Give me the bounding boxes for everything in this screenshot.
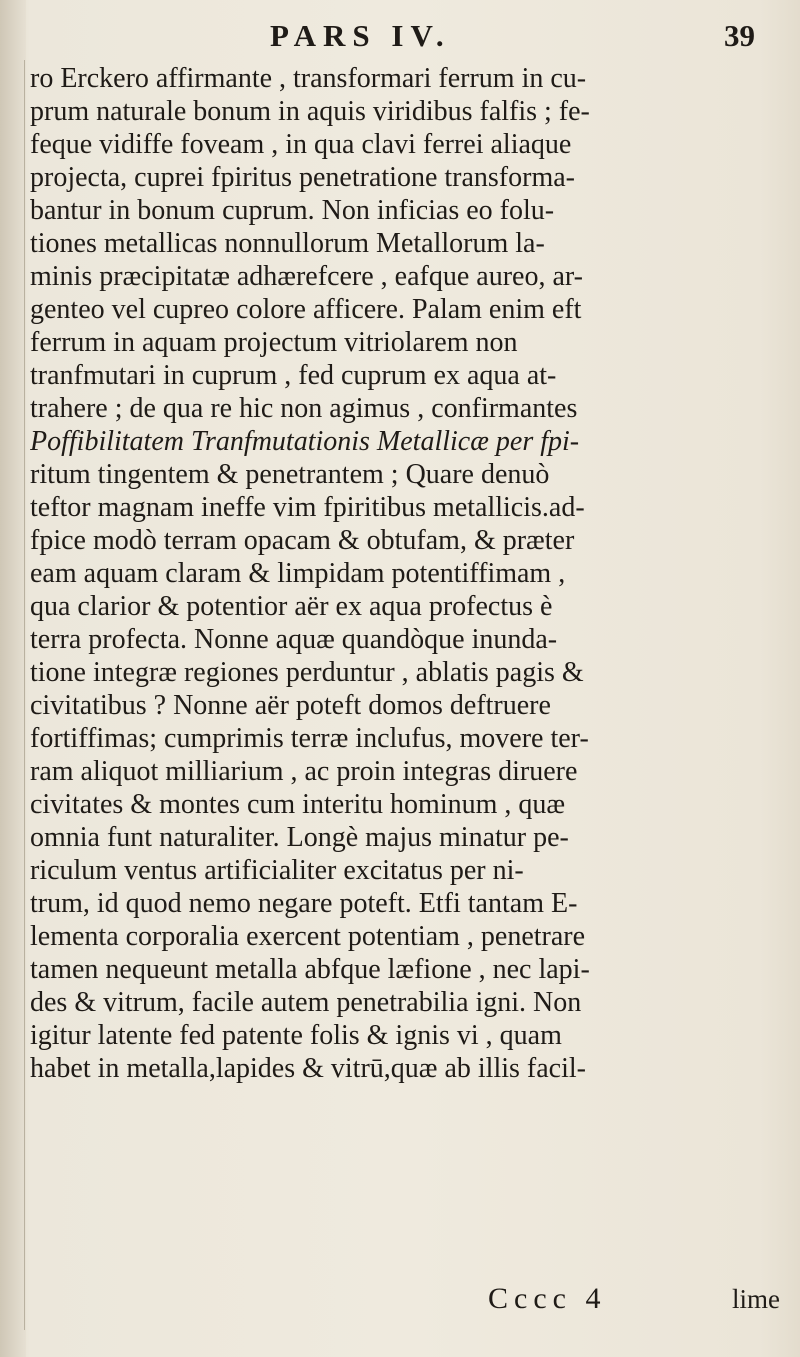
text-line: bantur in bonum cuprum. Non inficias eo folu-	[30, 195, 555, 226]
text-line: eam aquam claram & limpidam potentiffimam ,	[30, 558, 566, 589]
text-line: tranfmutari in cuprum , fed cuprum ex aqua at-	[30, 360, 557, 391]
text-line: ritum tingentem & penetrantem ; Quare denuò	[30, 459, 550, 490]
text-line: ro Erckero affirmante , transformari ferrum in cu-	[30, 63, 587, 94]
text-line: terra profecta. Nonne aquæ quandòque inunda-	[30, 624, 558, 655]
text-line: civitatibus ? Nonne aër poteft domos deftruere	[30, 690, 551, 721]
text-line: habet in metalla,lapides & vitrū,quæ ab illis facil-	[30, 1053, 586, 1084]
catchword: lime	[732, 1284, 780, 1314]
text-line: igitur latente fed patente folis & ignis vi , quam	[30, 1020, 562, 1051]
text-line: lementa corporalia exercent potentiam , penetrare	[30, 921, 586, 952]
text-line: tamen nequeunt metalla abfque læfione , nec lapi-	[30, 954, 590, 985]
body-text	[30, 62, 782, 1085]
text-line: tione integræ regiones perduntur , ablatis pagis &	[30, 657, 584, 688]
text-line: tiones metallicas nonnullorum Metallorum la-	[30, 228, 545, 259]
signature-mark: Cccc 4	[488, 1282, 607, 1315]
gutter-rule	[24, 60, 25, 1330]
text-line: genteo vel cupreo colore afficere. Palam enim eft	[30, 294, 582, 325]
text-line: trahere ; de qua re hic non agimus , confirmantes	[30, 393, 578, 424]
text-line: ram aliquot milliarium , ac proin integras diruere	[30, 756, 578, 787]
text-line: ferrum in aquam projectum vitriolarem non	[30, 327, 518, 358]
text-line: des & vitrum, facile autem penetrabilia igni. Non	[30, 987, 582, 1018]
binding-gutter	[0, 0, 26, 1357]
text-line: civitates & montes cum interitu hominum , quæ	[30, 789, 566, 820]
text-line: omnia funt naturaliter. Longè majus minatur pe-	[30, 822, 569, 853]
text-line: trum, id quod nemo negare poteft. Etfi tantam E-	[30, 888, 578, 919]
text-line: fortiffimas; cumprimis terræ inclufus, movere ter-	[30, 723, 589, 754]
text-line: riculum ventus artificialiter excitatus per ni-	[30, 855, 524, 886]
text-line: fpice modò terram opacam & obtufam, & præter	[30, 525, 575, 556]
page-number: 39	[724, 18, 755, 53]
text-line: feque vidiffe foveam , in qua clavi ferrei aliaque	[30, 129, 572, 160]
text-line: Poffibilitatem Tranfmutationis Metallicæ per fpi-	[30, 426, 580, 457]
text-line: teftor magnam ineffe vim fpiritibus metallicis.ad-	[30, 492, 585, 523]
text-line: qua clarior & potentior aër ex aqua profectus è	[30, 591, 553, 622]
text-line: projecta, cuprei fpiritus penetratione transforma-	[30, 162, 575, 193]
running-head: PARS IV.	[270, 18, 451, 53]
text-line: minis præcipitatæ adhærefcere , eafque aureo, ar-	[30, 261, 583, 292]
page-header	[0, 8, 800, 56]
text-line: prum naturale bonum in aquis viridibus falfis ; fe-	[30, 96, 590, 127]
